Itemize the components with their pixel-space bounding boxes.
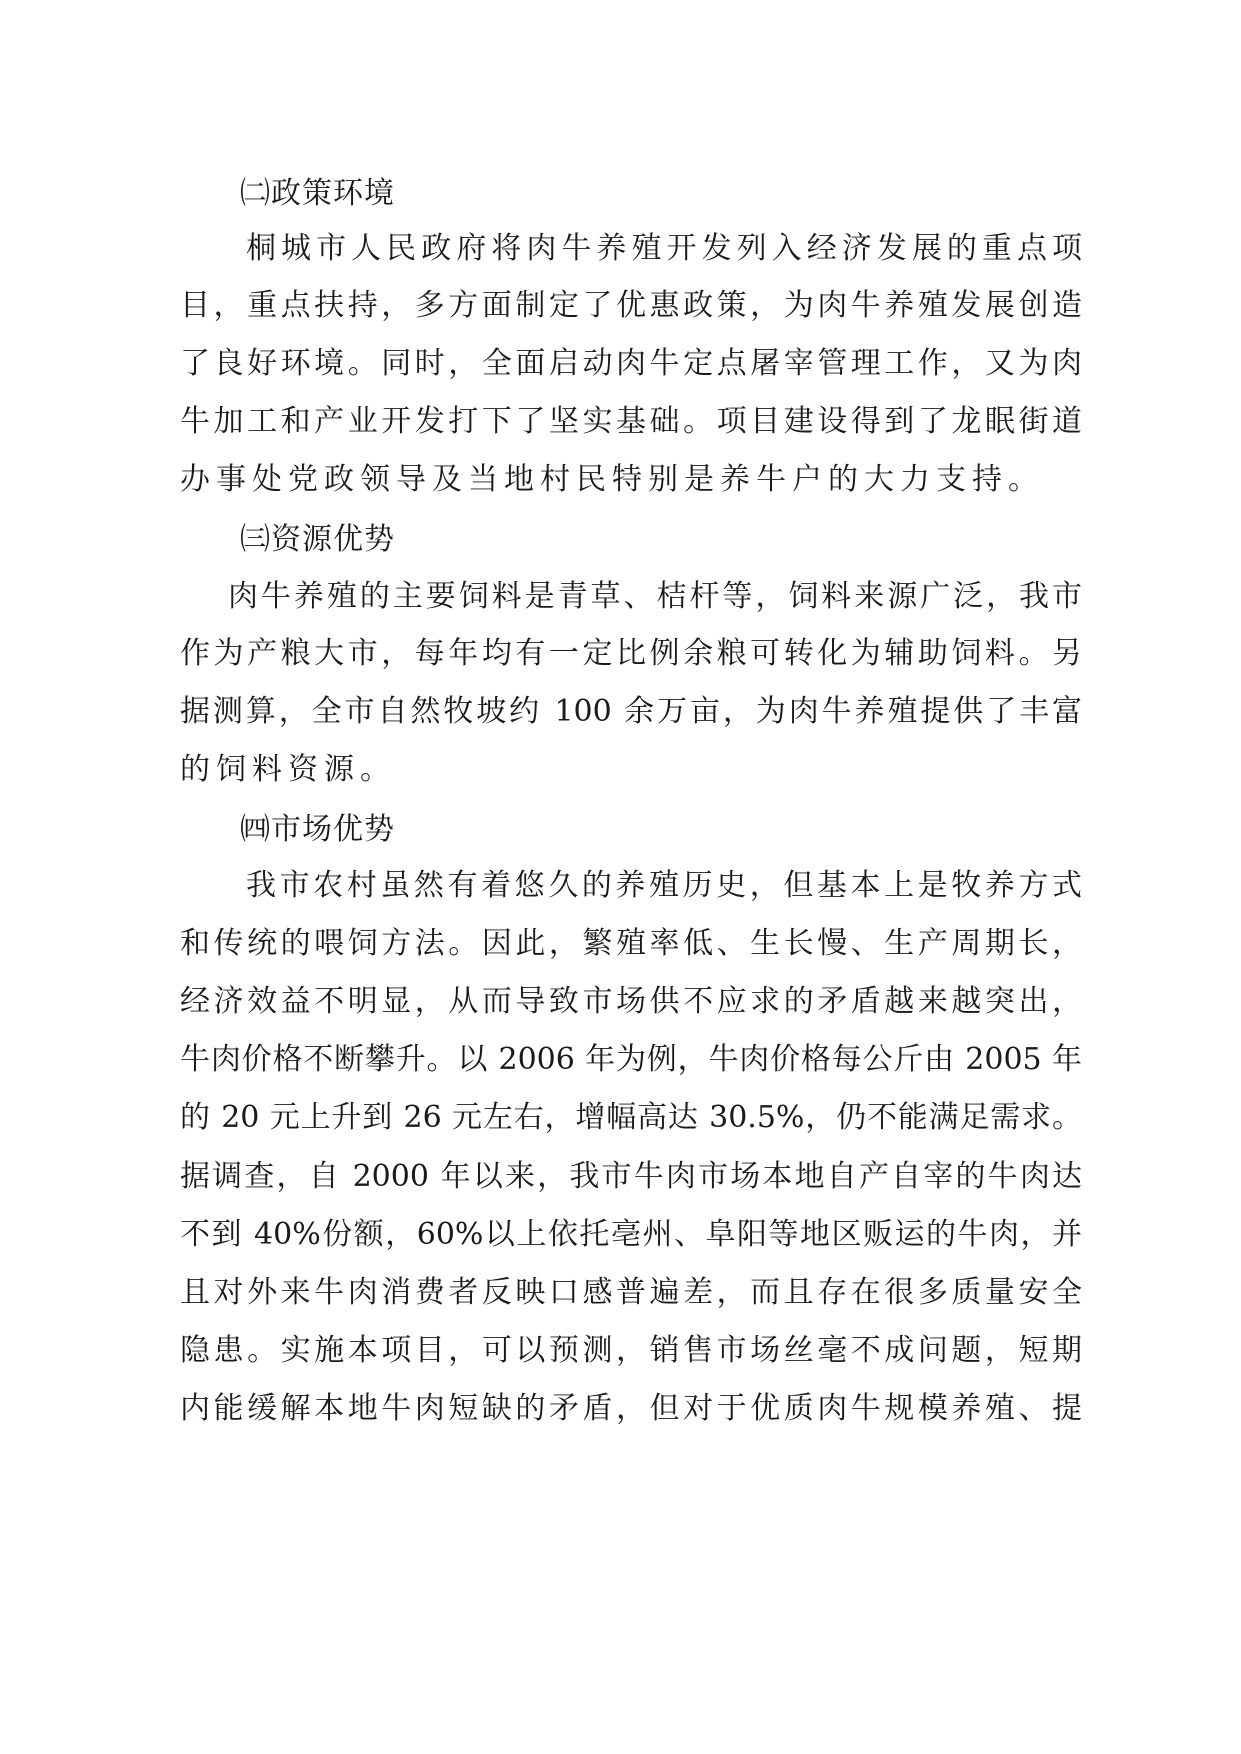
paragraph-line: 肉牛养殖的主要饲料是青草、桔杆等，饲料来源广泛，我市 (228, 579, 1082, 614)
paragraph-line: 的 20 元上升到 26 元左右，增幅高达 30.5%，仍不能满足需求。 (180, 1100, 1082, 1135)
paragraph-line: 牛肉价格不断攀升。以 2006 年为例，牛肉价格每公斤由 2005 年 (180, 1042, 1082, 1077)
paragraph-line: 和传统的喂饲方法。因此，繁殖率低、生长慢、生产周期长， (180, 926, 1082, 961)
paragraph-line: 目，重点扶持，多方面制定了优惠政策，为肉牛养殖发展创造 (180, 288, 1082, 323)
paragraph-line: 桐城市人民政府将肉牛养殖开发列入经济发展的重点项 (246, 231, 1082, 266)
paragraph-line: 经济效益不明显，从而导致市场供不应求的矛盾越来越突出， (180, 984, 1082, 1019)
paragraph-line: 牛加工和产业开发打下了坚实基础。项目建设得到了龙眠街道 (180, 404, 1082, 439)
paragraph-line: 了良好环境。同时，全面启动肉牛定点屠宰管理工作，又为肉 (180, 346, 1082, 381)
section-heading-market: ㈣市场优势 (240, 812, 395, 847)
paragraph-line: 作为产粮大市，每年均有一定比例余粮可转化为辅助饲料。另 (180, 636, 1082, 671)
paragraph-line: 据测算，全市自然牧坡约 100 余万亩，为肉牛养殖提供了丰富 (180, 694, 1082, 729)
paragraph-line: 内能缓解本地牛肉短缺的矛盾，但对于优质肉牛规模养殖、提 (180, 1391, 1082, 1426)
paragraph-line: 不到 40%份额，60%以上依托亳州、阜阳等地区贩运的牛肉，并 (180, 1217, 1082, 1252)
paragraph-line: 且对外来牛肉消费者反映口感普遍差，而且存在很多质量安全 (180, 1275, 1082, 1310)
section-heading-resources: ㈢资源优势 (240, 522, 395, 557)
section-heading-policy: ㈡政策环境 (240, 176, 395, 211)
paragraph-line: 据调查，自 2000 年以来，我市牛肉市场本地自产自宰的牛肉达 (180, 1159, 1082, 1194)
paragraph-line: 我市农村虽然有着悠久的养殖历史，但基本上是牧养方式 (246, 868, 1082, 903)
paragraph-line: 的饲料资源。 (180, 752, 396, 787)
paragraph-line: 隐患。实施本项目，可以预测，销售市场丝毫不成问题，短期 (180, 1333, 1082, 1368)
paragraph-line: 办事处党政领导及当地村民特别是养牛户的大力支持。 (180, 462, 1044, 497)
